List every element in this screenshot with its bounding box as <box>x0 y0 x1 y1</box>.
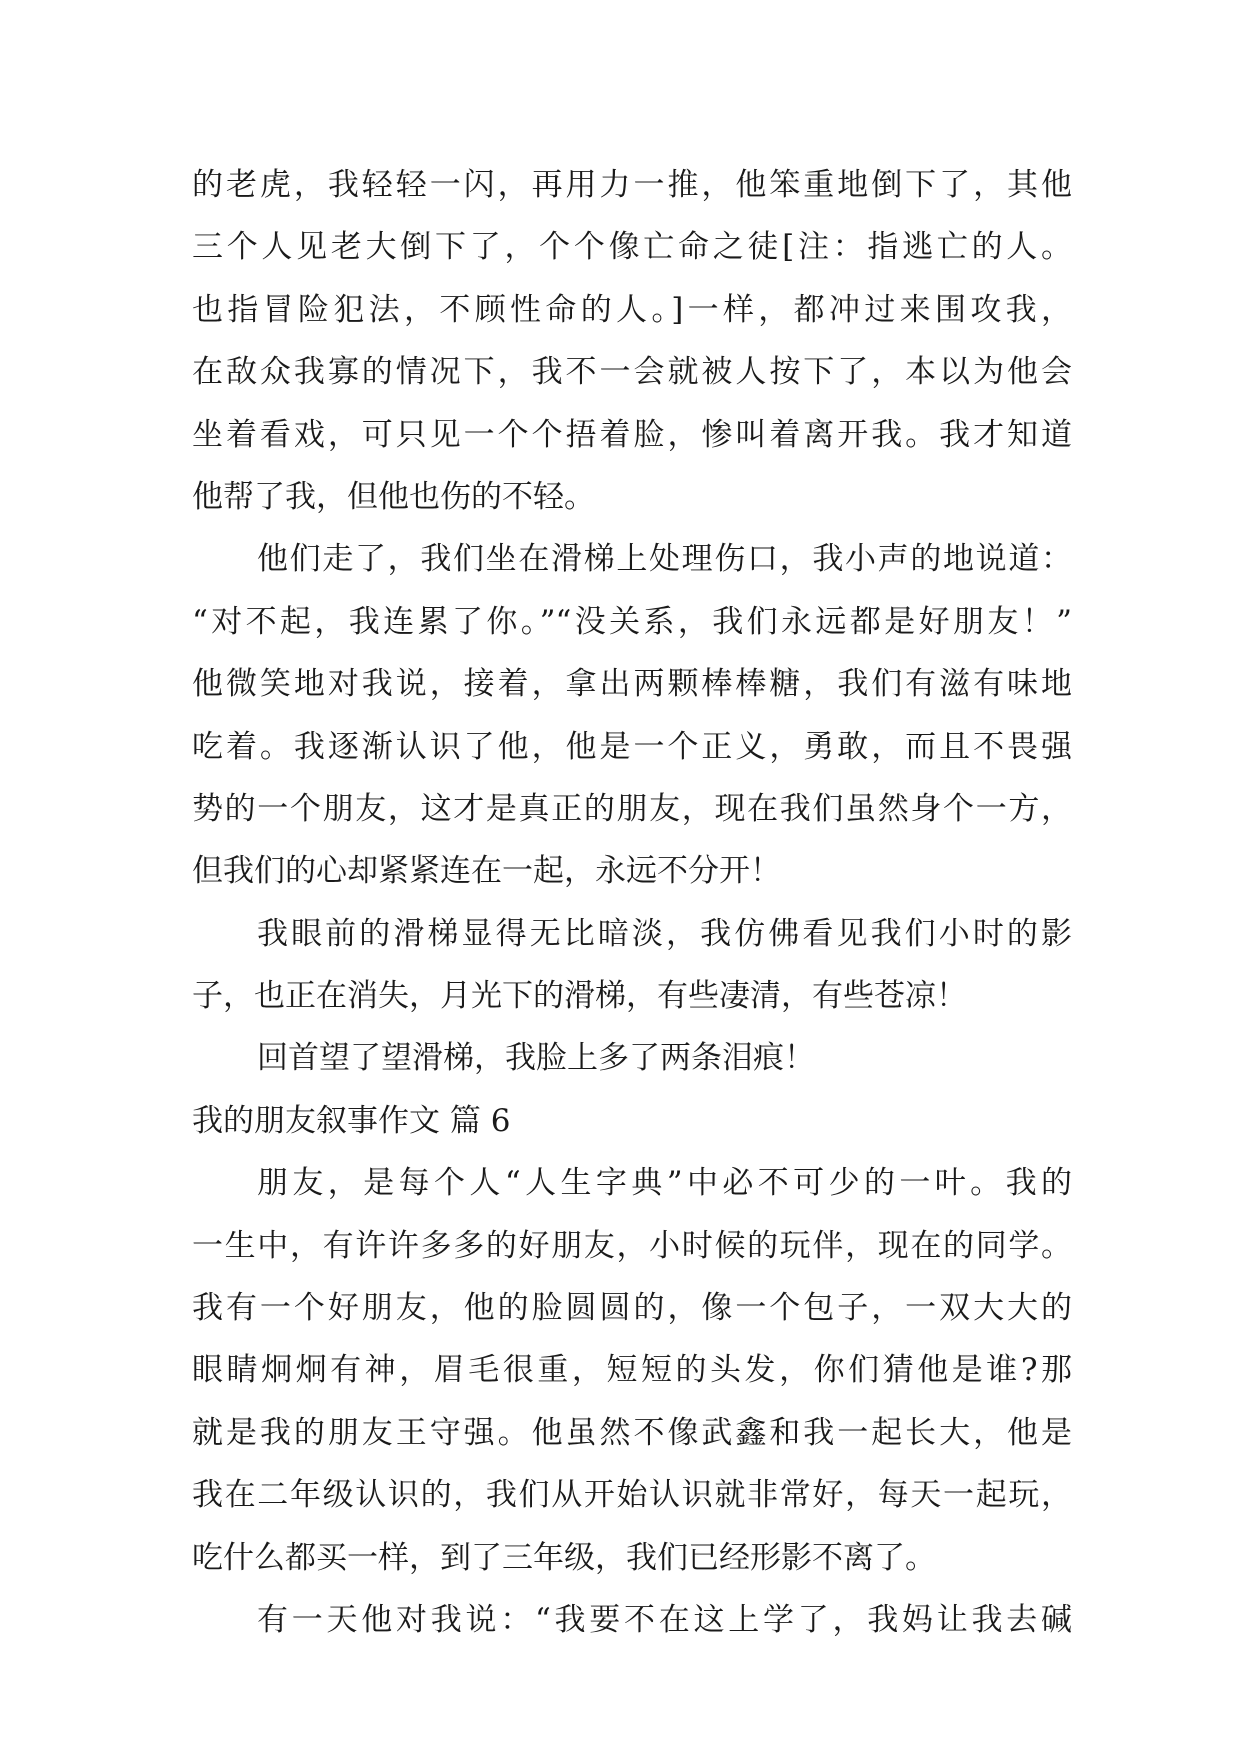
text-line: 我在二年级认识的，我们从开始认识就非常好，每天一起玩， <box>192 1477 1072 1514</box>
text-line: “对不起，我连累了你。”“没关系，我们永远都是好朋友！” <box>192 603 1072 640</box>
text-line: 有一天他对我说：“我要不在这上学了，我妈让我去碱 <box>257 1601 1072 1638</box>
text-line: 就是我的朋友王守强。他虽然不像武鑫和我一起长大，他是 <box>192 1414 1072 1451</box>
text-line: 眼睛炯炯有神，眉毛很重，短短的头发，你们猜他是谁?那 <box>192 1352 1072 1389</box>
text-line: 我有一个好朋友，他的脸圆圆的，像一个包子，一双大大的 <box>192 1290 1072 1327</box>
text-line: 他微笑地对我说，接着，拿出两颗棒棒糖，我们有滋有味地 <box>192 666 1072 703</box>
text-line: 吃什么都买一样，到了三年级，我们已经形影不离了。 <box>192 1539 936 1576</box>
document-body <box>192 154 1072 1651</box>
text-line: 坐着看戏，可只见一个个捂着脸，惨叫着离开我。我才知道 <box>192 416 1072 453</box>
text-line: 三个人见老大倒下了，个个像亡命之徒[注：指逃亡的人。 <box>192 229 1072 266</box>
text-line: 但我们的心却紧紧连在一起，永远不分开！ <box>192 853 781 890</box>
text-line: 他们走了，我们坐在滑梯上处理伤口，我小声的地说道： <box>257 541 1072 578</box>
text-line: 吃着。我逐渐认识了他，他是一个正义，勇敢，而且不畏强 <box>192 728 1072 765</box>
text-line: 我眼前的滑梯显得无比暗淡，我仿佛看见我们小时的影 <box>257 915 1072 952</box>
text-line: 势的一个朋友，这才是真正的朋友，现在我们虽然身个一方， <box>192 790 1072 827</box>
text-line: 回首望了望滑梯，我脸上多了两条泪痕！ <box>257 1040 815 1077</box>
text-line: 一生中，有许许多多的好朋友，小时候的玩伴，现在的同学。 <box>192 1227 1072 1264</box>
text-line: 子，也正在消失，月光下的滑梯，有些凄清，有些苍凉！ <box>192 978 967 1015</box>
text-line: 他帮了我，但他也伤的不轻。 <box>192 478 595 515</box>
text-line: 的老虎，我轻轻一闪，再用力一推，他笨重地倒下了，其他 <box>192 167 1072 203</box>
text-line: 朋友，是每个人“人生字典”中必不可少的一叶。我的 <box>257 1165 1072 1202</box>
text-line: 在敌众我寡的情况下，我不一会就被人按下了，本以为他会 <box>192 354 1072 391</box>
text-line: 也指冒险犯法，不顾性命的人。]一样，都冲过来围攻我， <box>192 291 1072 328</box>
section-heading: 我的朋友叙事作文 篇 6 <box>192 1102 511 1139</box>
